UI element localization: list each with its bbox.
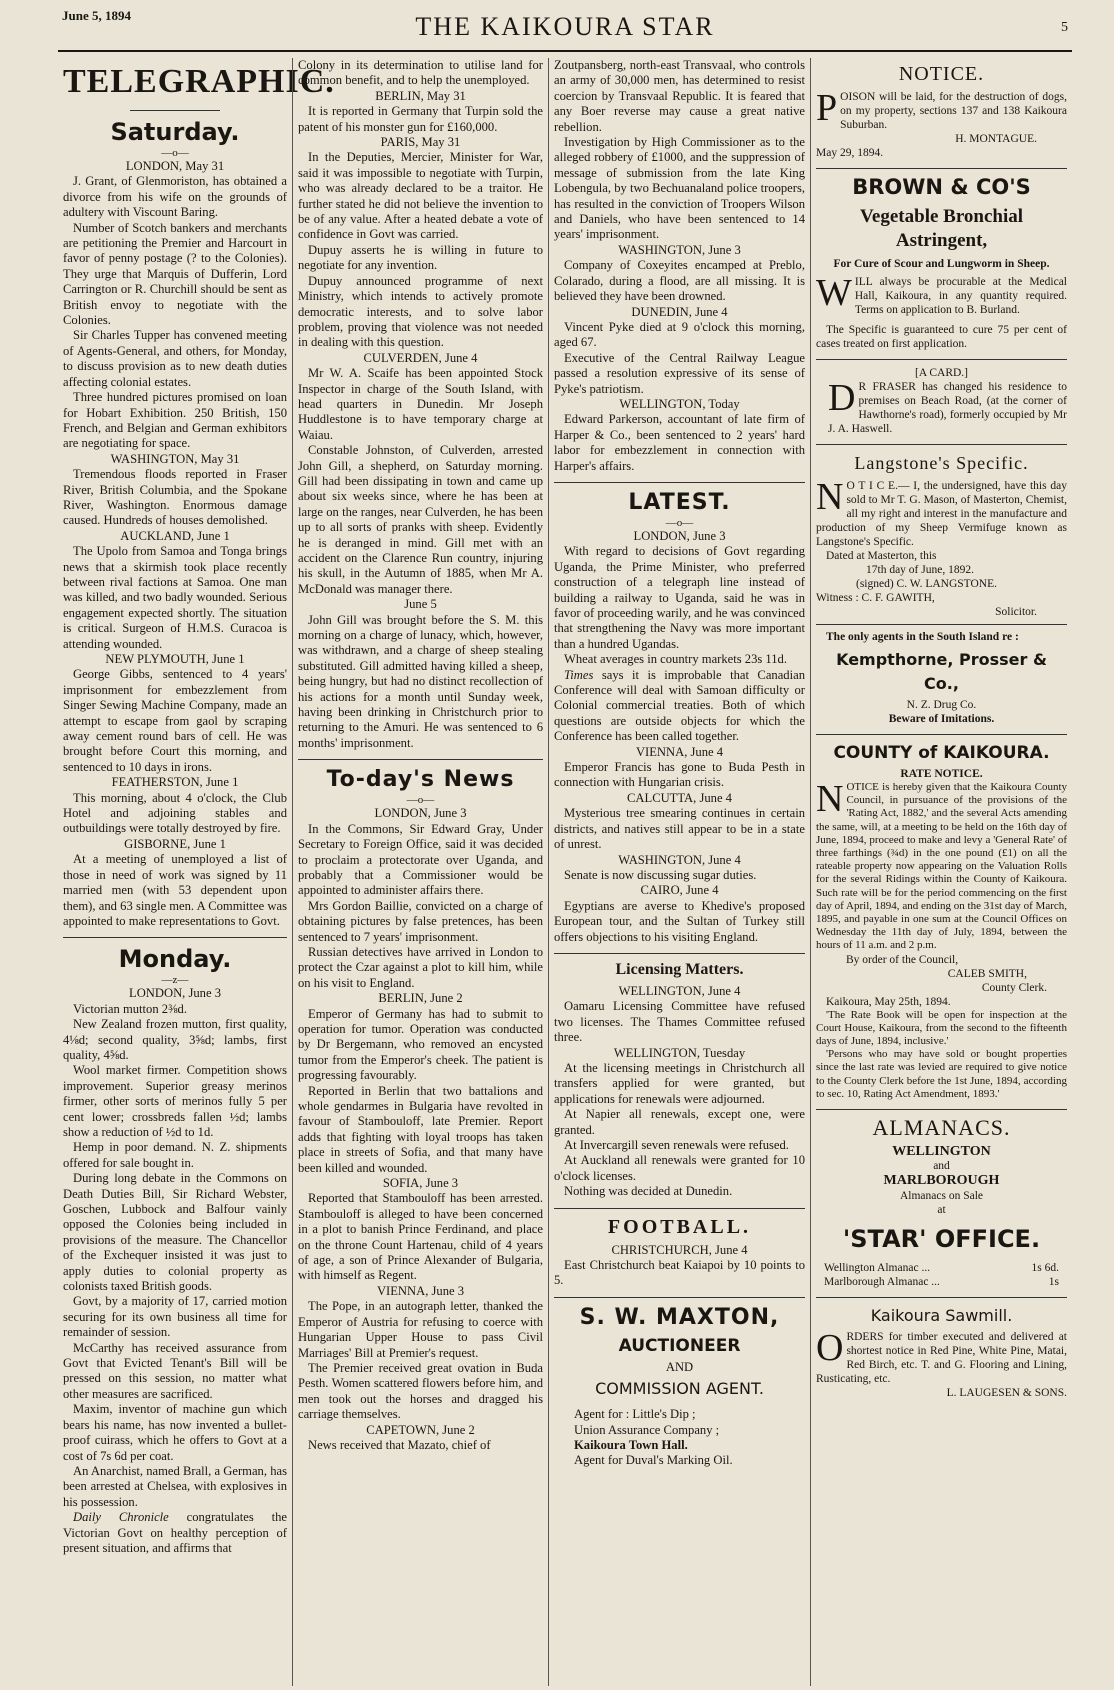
dateline: VIENNA, June 4 [635, 744, 724, 759]
paragraph: McCarthy has received assurance from Govt that Evicted Tenant's Bill will be pressed on this session, no matter what other measures are sacrificed. [63, 1340, 287, 1401]
paragraph: Wheat averages in country markets 23s 11d. [564, 652, 787, 667]
divider [816, 624, 1067, 625]
langstone-witness: Witness : C. F. GAWITH, [816, 592, 935, 604]
dateline: AUCKLAND, June 1 [120, 528, 230, 543]
almanac-row [816, 1261, 1067, 1275]
dateline: VIENNA, June 3 [376, 1283, 465, 1298]
sawmill-body [816, 1326, 1067, 1386]
paragraph: Russian detectives have arrived in London to protect the Czar against a plot to kill him, while on his visit to England. [298, 944, 543, 990]
dateline: PARIS, May 31 [380, 135, 461, 150]
notice-body [816, 87, 1067, 132]
almanac-sale: Almanacs on Sale [899, 1189, 984, 1202]
agent-line: Agent for : Little's Dip ; [574, 1407, 696, 1422]
beware-text: Beware of Imitations. [888, 713, 995, 725]
newspaper-title: THE KAIKOURA STAR [415, 12, 715, 41]
paragraph: Number of Scotch bankers and merchants are petitioning the Premier and Harcourt in favor of penny postage (? to the Colonies). They urge that Marquis of Dufferin, Lord Carrington or R. Churchill should be sent as British envoy to negotiate with the Colonies. [63, 220, 287, 328]
telegraphic-heading: TELEGRAPHIC. [63, 63, 335, 100]
langstone-body [816, 476, 1067, 549]
column-1 [58, 58, 335, 1686]
paragraph [554, 668, 805, 745]
divider [554, 1208, 805, 1209]
paragraph: At Invercargill seven renewals were refused. [564, 1138, 789, 1152]
paragraph: Dupuy asserts he is willing in future to negotiate for any invention. [298, 242, 543, 273]
brown-subheading: For Cure of Scour and Lungworm in Sheep. [833, 258, 1050, 270]
dateline: LONDON, May 31 [125, 159, 225, 173]
almanac-row [816, 1275, 1067, 1289]
paragraph: Tremendous floods reported in Fraser River, British Columbia, and the Spokane River, Washington. Enormous damage caused. Hundreds of houses demolished. [63, 467, 287, 528]
paragraph: John Gill was brought before the S. M. this morning on a charge of lunacy, which, however, was withdrawn, and a charge of sheep stealing substituted. Gill admitted having killed a sheep, being hungry, but had no distinct recollection of his actions for a month until Sunday week, having been drinking in Christchurch prior to returning to the Amuri. He was sentenced to 6 months' imprisonment. [298, 612, 543, 750]
dateline: WELLINGTON, June 4 [618, 983, 741, 998]
column-2 [292, 58, 548, 1686]
commission-agent-label: COMMISSION AGENT. [595, 1379, 764, 1399]
paragraph: George Gibbs, sentenced to 4 years' imprisonment for embezzlement from Singer Sewing Machine Company, made an attempt to escape from gaol by scraping away cement round bars of cell. He was brought before Court this morning, and sentenced to 10 days in irons. [63, 667, 287, 774]
county-heading: COUNTY of KAIKOURA. [833, 743, 1050, 763]
paragraph: It is reported in Germany that Turpin sold the patent of his monster gun for £160,000. [298, 104, 543, 134]
paragraph: The Pope, in an autograph letter, thanked the Emperor of Austria for refusing to coerce with Hungarian Upper House to pass Civil Marriages' Bill at Premier's request. [298, 1299, 543, 1360]
licensing-heading: Licensing Matters. [615, 960, 744, 978]
county-clerk: County Clerk. [981, 981, 1047, 994]
masthead [58, 6, 1072, 52]
paragraph: This morning, about 4 o'clock, the Club Hotel and adjoining stables and outbuildings were totally destroyed by fire. [63, 790, 287, 836]
divider [554, 953, 805, 954]
county-date: Kaikoura, May 25th, 1894. [826, 995, 951, 1008]
dateline: WASHINGTON, June 4 [618, 852, 741, 867]
almanac-wellington: WELLINGTON [892, 1144, 991, 1160]
dateline: CHRISTCHURCH, June 4 [611, 1242, 748, 1257]
maxton-heading: S. W. MAXTON, [579, 1304, 780, 1330]
paragraph: Egyptians are averse to Khedive's proposed European tour, and the Sultan of Turkey still offers objections to his visiting England. [554, 898, 805, 944]
almanac-price: 1s [1048, 1275, 1059, 1288]
dateline: CAPETOWN, June 2 [366, 1422, 475, 1437]
paragraph-text: congratulates the Victorian Govt on healthy perception of present situation, and affirms that [63, 1510, 287, 1555]
drop-cap: N [816, 476, 844, 518]
paragraph: Senate is now discussing sugar duties. [564, 867, 757, 882]
star-office: 'STAR' OFFICE. [842, 1224, 1041, 1253]
paragraph: Zoutpansberg, north-east Transvaal, who controls an army of 30,000 men, has determined to resist coercion by Transvaal Republic. It is feared that any Boer reverse may cause a great native rebellion. [554, 58, 805, 134]
paragraph: Sir Charles Tupper has convened meeting of Agents-General, and others, for Monday, to discuss provision as to new death duties affecting colonial estates. [63, 328, 287, 389]
langstone-solicitor: Solicitor. [995, 606, 1037, 618]
nz-drug-co: N. Z. Drug Co. [906, 699, 977, 711]
dateline: BERLIN, May 31 [375, 88, 466, 103]
divider [554, 1297, 805, 1298]
dateline: GISBORNE, June 1 [124, 836, 226, 851]
paragraph: Executive of the Central Railway League passed a resolution expressive of its sense of Pyke's patriotism. [554, 350, 805, 396]
brown-guarantee: The Specific is guaranteed to cure 75 per cent of cases treated on first application. [816, 324, 1067, 350]
agent-line: Kaikoura Town Hall. [574, 1438, 688, 1453]
paragraph: J. Grant, of Glenmoriston, has obtained a divorce from his wife on the grounds of adultery with Viscount Baring. [63, 174, 287, 220]
divider [816, 168, 1067, 169]
paragraph: Oamaru Licensing Committee have refused two licenses. The Thames Committee refused three. [554, 999, 805, 1045]
card-text: R FRASER has changed his residence to premises on Beach Road, (at the corner of Hawthorne's road), formerly occupied by Mr J. A. Haswell. [828, 381, 1067, 435]
divider [816, 359, 1067, 360]
langstone-dated: Dated at Masterton, this [826, 550, 937, 562]
saturday-heading: Saturday. [110, 118, 240, 146]
paragraph: At Napier all renewals, except one, were granted. [554, 1107, 805, 1137]
county-body [816, 778, 1067, 953]
paragraph: At a meeting of unemployed a list of those in need of work was signed by 11 married men (with 53 dependent upon them), and 63 single men. A Committee was appointed to make representations to Govt. [63, 852, 287, 928]
almanacs-heading: ALMANACS. [872, 1115, 1011, 1141]
latest-heading: LATEST. [628, 489, 731, 515]
dateline: CULVERDEN, June 4 [363, 350, 478, 365]
county-text: OTICE is hereby given that the Kaikoura County Council, in pursuance of the provisions of the 'Rating Act, 1882,' and the several Acts amending the same, will, at a meeting to be held on the 16th day of June, 1894, proceed to make and levy a 'General Rate' of three farthings (¾d) in the one pound (£1) on all the rateable property now appearing on the Valuation Rolls for the several Ridings within the County of Kaikoura. Such rate will be for the period commencing on the first day of April, 1894, and ending on the 31st day of March, 1895, and payable in one sum at the Council Offices on Wednesday the 11th day of July, 1894, between the hours of 11 a.m. and 2 p.m. [816, 781, 1067, 952]
divider [816, 1109, 1067, 1110]
divider: —z— [161, 974, 189, 987]
kempthorne-heading: Kempthorne, Prosser & Co., [836, 650, 1047, 693]
dateline: WASHINGTON, May 31 [110, 451, 240, 466]
paragraph: Nothing was decided at Dunedin. [564, 1184, 733, 1199]
column-4 [810, 58, 1072, 1686]
notice-heading: NOTICE. [898, 63, 985, 85]
dateline: CALCUTTA, June 4 [627, 790, 732, 805]
notice-date: May 29, 1894. [816, 147, 884, 159]
columns [58, 58, 1072, 1686]
paragraph: Hemp in poor demand. N. Z. shipments offered for sale bought in. [63, 1140, 287, 1170]
brown-body [816, 272, 1067, 317]
almanac-name: Marlborough Almanac ... [824, 1275, 940, 1288]
dateline: BERLIN, June 2 [378, 991, 463, 1006]
brown-heading: BROWN & CO'S [852, 175, 1031, 199]
paragraph: Mrs Gordon Baillie, convicted on a charge of obtaining pictures by false pretences, has been sentenced to 7 years' imprisonment. [298, 898, 543, 944]
divider [816, 444, 1067, 445]
dateline: WASHINGTON, June 3 [618, 242, 741, 257]
paragraph: Reported in Berlin that two battalions and whole gendarmes in Bulgaria have revolted in favour of Stambouloff, late Premier. Report adds that fighting with loyal troops has taken place in streets of Sofia, and that many have been killed and wounded. [298, 1083, 543, 1175]
paragraph: Edward Parkerson, accountant of late firm of Harper & Co., been sentenced to 2 years' hard labor for embezzlement in connection with Harper's affairs. [554, 412, 805, 473]
almanac-at: at [937, 1203, 946, 1216]
divider [298, 759, 543, 760]
paragraph: Three hundred pictures promised on loan for Hobart Exhibition. 250 British, 150 French, and Belgian and German exhibitors are negotiating for space. [63, 390, 287, 451]
newspaper-name: Daily Chronicle [73, 1510, 169, 1525]
card-body [816, 377, 1067, 436]
paragraph: Reported that Stambouloff has been arrested. Stambouloff is alleged to have been concerned in a plot to banish Prince Ferdinand, and place on the throne Count Hartenau, child of 4 years of age, a son of Prince Alexander of Bulgaria, with himself as Regent. [298, 1191, 543, 1283]
paragraph: Company of Coxeyites encamped at Preblo, Colarado, during a flood, are all missing. It is believed they have been drowned. [554, 258, 805, 304]
paragraph-text: says it is improbable that Canadian Conference will deal with Samoan difficulty or Colonial commercial treaties. Both of which questions are outside objects for which the Conference has been called together. [554, 667, 805, 744]
drop-cap: W [816, 272, 852, 314]
paragraph: In the Commons, Sir Edward Gray, Under Secretary to Foreign Office, said it was decided to proclaim a protectorate over Uganda, and probably that a Commissioner would be appointed to administer affairs there. [298, 821, 543, 898]
sawmill-heading: Kaikoura Sawmill. [870, 1305, 1013, 1325]
newspaper-name: Times [564, 667, 594, 682]
paragraph: Emperor Francis has gone to Buda Pesth in connection with Hungarian crisis. [554, 760, 805, 790]
brown-text: ILL always be procurable at the Medical Hall, Kaikoura, in any quantity required. Terms on application to B. Burland. [854, 276, 1067, 316]
dateline: June 5 [404, 597, 437, 612]
monday-heading: Monday. [118, 945, 232, 974]
paragraph [63, 1510, 287, 1556]
divider [816, 734, 1067, 735]
almanac-price: 1s 6d. [1031, 1261, 1059, 1274]
agent-line: Agent for Duval's Marking Oil. [574, 1453, 733, 1468]
dateline: FEATHERSTON, June 1 [111, 775, 239, 790]
rate-notice-heading: RATE NOTICE. [900, 768, 983, 780]
paragraph: Constable Johnston, of Culverden, arrested John Gill, a shepherd, on Saturday morning. Gill had been dissipating in town and came up about six weeks since, where he has been at large on the ranges, near Culverden, he has been up to all sorts of pranks with sheep. Evidently he is deranged in mind. Gill met with an accident on the Clarence Run country, injuring his skull, in the Autumn of 1885, when Mr A. McDonald was manager there. [298, 443, 543, 596]
divider: —o— [665, 516, 694, 529]
dateline: SOFIA, June 3 [382, 1176, 459, 1191]
almanac-and: and [933, 1160, 950, 1173]
paragraph: At Auckland all renewals were granted for 10 o'clock licenses. [554, 1153, 805, 1183]
paragraph: During long debate in the Commons on Death Duties Bill, Sir Richard Webster, Goschen, Lubbock and Balfour vainly opposed the Colonies being included in provisions of the measure. The Chancellor of the Exchequer insisted it was just to apply duties to colonial property as colonists taxed British goods. [63, 1171, 287, 1294]
column-3 [548, 58, 810, 1686]
divider [130, 110, 220, 111]
dateline: WELLINGTON, Tuesday [613, 1045, 746, 1060]
divider [63, 937, 287, 938]
paragraph: Victorian mutton 2⅜d. [73, 1001, 187, 1016]
dateline: NEW PLYMOUTH, June 1 [105, 652, 245, 666]
langstone-day: 17th day of June, 1892. [866, 564, 974, 576]
paragraph: Emperor of Germany has had to submit to operation for tumor. Operation was conducted by Dr Bergemann, who removed an encysted tumor from the Emperor's cheek. The patient is progressing favourably. [298, 1006, 543, 1083]
paragraph: News received that Mazato, chief of [308, 1437, 491, 1452]
dateline: WELLINGTON, Today [619, 396, 740, 411]
notice-text: OISON will be laid, for the destruction of dogs, on my property, sections 137 and 138 Kaikoura Suburban. [840, 91, 1067, 131]
county-persons: 'Persons who may have sold or bought properties since the last rate was levied are required to give notice to the County Clerk before the 1st June, 1894, according to sec. 10, Rating Act Amendment, 1893.' [816, 1048, 1067, 1100]
almanac-name: Wellington Almanac ... [824, 1261, 931, 1274]
langstone-heading: Langstone's Specific. [854, 453, 1029, 473]
dateline: CAIRO, June 4 [640, 883, 719, 898]
paragraph: Wool market firmer. Competition shows improvement. Superior greasy merinos firmer, other sorts of merinos fully 5 per cent lower; crossbreds fallen ½d; lambs show a reduction of ½d to 1d. [63, 1063, 287, 1139]
notice-signature: H. MONTAGUE. [955, 133, 1037, 145]
auctioneer-label: AUCTIONEER [618, 1335, 741, 1356]
paragraph: The Premier received great ovation in Buda Pesth. Women scattered flowers before him, and men took out the horses and dragged his carriage themselves. [298, 1360, 543, 1422]
agents-text: The only agents in the South Island re : [826, 631, 1019, 643]
drop-cap: D [828, 377, 856, 419]
langstone-signed: (signed) C. W. LANGSTONE. [856, 578, 997, 590]
issue-date: June 5, 1894 [62, 8, 131, 23]
paragraph: Maxim, inventor of machine gun which bears his name, has now invented a bullet-proof cuirass, which he offers to Govt at a cost of 7s 6d per coat. [63, 1402, 287, 1463]
agent-line: Union Assurance Company ; [574, 1422, 720, 1437]
divider: —o— [161, 147, 189, 159]
brown-product: Vegetable Bronchial Astringent, [859, 206, 1024, 251]
paragraph: At the licensing meetings in Christchurch all transfers applied for were granted, but applications for renewals were adjourned. [554, 1060, 805, 1106]
paragraph: The Upolo from Samoa and Tonga brings news that a skirmish took place recently between rival factions at Samoa. One man was killed, and two badly wounded. Serious engagement expected shortly. The situation is critical. Surgeon of H.M.S. Curacoa is attending wounded. [63, 544, 287, 651]
drop-cap: N [816, 778, 844, 820]
todays-news-heading: To-day's News [326, 767, 515, 793]
paragraph: In the Deputies, Mercier, Minister for War, said it was impossible to negotiate with Turpin, who was already declared to be a traitor. He further stated he did not believe the invention to be of any value. After a heated debate a vote of confidence in Govt was carried. [298, 150, 543, 242]
county-signature: CALEB SMITH, [947, 967, 1027, 980]
paragraph: Mysterious tree smearing continues in certain districts, and natives still appear to be in a state of unrest. [554, 806, 805, 852]
paragraph: Colony in its determination to utilise land for common benefit, and to help the unemployed. [298, 58, 543, 88]
card-heading: [A CARD.] [914, 367, 969, 379]
page-number: 5 [1061, 20, 1068, 35]
paragraph: Dupuy announced programme of next Ministry, which intends to actively promote democratic interests, and to solve labor problem, proving that violence was not needed in dealing with this question. [298, 273, 543, 350]
divider [554, 482, 805, 483]
divider: —o— [406, 794, 435, 807]
paragraph: An Anarchist, named Brall, a German, has been arrested at Chelsea, with explosives in his possession. [63, 1463, 287, 1509]
dateline: LONDON, June 3 [633, 528, 726, 543]
county-order: By order of the Council, [846, 953, 959, 966]
paragraph: Investigation by High Commissioner as to the alleged robbery of £1000, and the suppression of message of submission from the late King Lobengula, by two Bechuanaland police troopers, has resulted in the conviction of Troopers Wilson and Daniels, who have been sentenced to 14 years' imprisonment. [554, 135, 805, 242]
langstone-text: O T I C E.— I, the undersigned, have this day sold to Mr T. G. Mason, of Masterton, Chemist, all my right and interest in the manufacture and production of my Sheep Vermifuge known as Langstone's Specific. [816, 480, 1067, 548]
drop-cap: P [816, 87, 838, 129]
dateline: DUNEDIN, June 4 [631, 304, 728, 319]
sawmill-text: RDERS for timber executed and delivered at shortest notice in Red Pine, White Pine, Matai, Red Birch, etc. T. and G. Flooring and Lining, Rusticating, etc. [816, 1330, 1067, 1385]
divider [816, 1297, 1067, 1298]
county-rate-book: 'The Rate Book will be open for inspection at the Court House, Kaikoura, from the second to the fifteenth days of June, 1894, inclusive.' [816, 1008, 1067, 1048]
sawmill-signature: L. LAUGESEN & SONS. [946, 1386, 1067, 1399]
football-heading: FOOTBALL. [607, 1215, 752, 1238]
paragraph: New Zealand frozen mutton, first quality, 4⅛d; second quality, 3⅝d; lambs, first quality, 4⅝d. [63, 1017, 287, 1062]
paragraph: With regard to decisions of Govt regarding Uganda, the Prime Minister, who preferred construction of a telegraph line instead of building a railway to Uganda, said he was in favor of proceeding warily, and he was convinced that strengthening the Navy was more important than a hundred Ugandas. [554, 544, 805, 651]
paragraph: East Christchurch beat Kaiapoi by 10 points to 5. [554, 1258, 805, 1288]
and-label: AND [665, 1359, 694, 1374]
drop-cap: O [816, 1326, 844, 1369]
paragraph: Vincent Pyke died at 9 o'clock this morning, aged 67. [554, 319, 805, 350]
paragraph: Govt, by a majority of 17, carried motion securing for its own business all time for remainder of session. [63, 1294, 287, 1340]
paragraph: Mr W. A. Scaife has been appointed Stock Inspector in charge of the South Island, with head quarters in Dunedin. Mr Joseph Huddlestone is to have temporary charge at Waiau. [298, 366, 543, 442]
dateline: LONDON, June 3 [129, 986, 221, 1001]
dateline: LONDON, June 3 [374, 806, 467, 821]
almanac-marlborough: MARLBOROUGH [883, 1173, 1000, 1189]
